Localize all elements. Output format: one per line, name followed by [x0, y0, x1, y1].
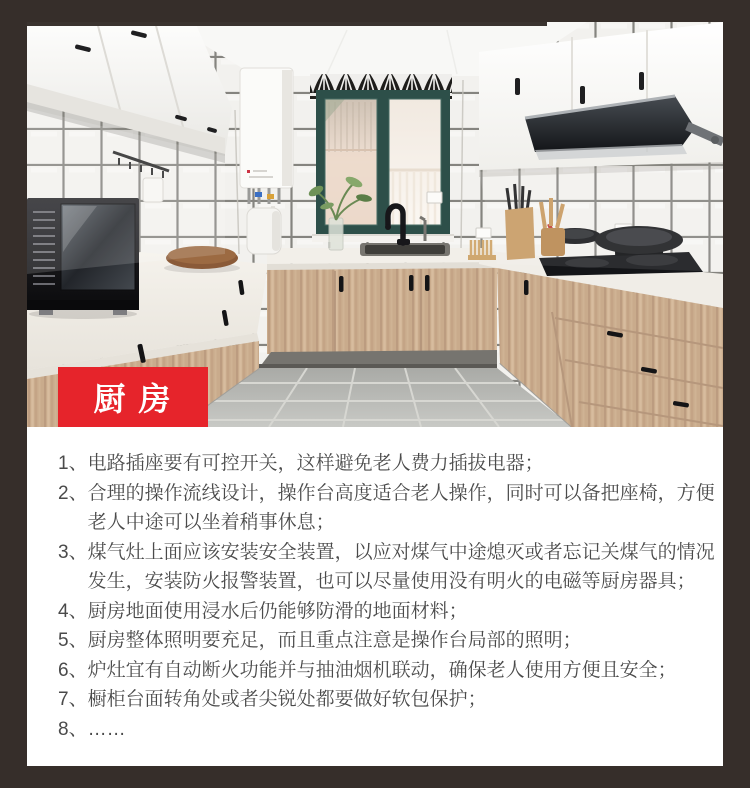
tip-text: 厨房整体照明要充足，而且重点注意是操作台局部的照明； — [87, 630, 582, 651]
tip-marker: 1、 — [58, 453, 88, 474]
tip-item — [58, 656, 716, 686]
tip-text: 煤气灶上面应该安装安全装置，以应对煤气中途熄灭或者忘记关煤气的情况发生，安装防火报警装置，也可以尽量使用没有明火的电磁等厨房器具； — [87, 541, 715, 592]
kitchen-label-text: 厨 房 — [93, 381, 173, 417]
tip-marker: 6、 — [58, 659, 88, 681]
tip-item — [58, 479, 716, 538]
tip-text: 橱柜台面转角处或者尖锐处都要做好软包保护； — [87, 689, 487, 710]
tips-list — [27, 427, 723, 744]
tip-item — [58, 449, 716, 479]
tip-item — [58, 715, 716, 745]
cup-rack — [468, 240, 496, 260]
tip-text: 厨房地面使用浸水后仍能够防滑的地面材料； — [87, 600, 468, 622]
content-card — [27, 22, 723, 766]
tip-marker: 7、 — [58, 689, 88, 710]
tip-marker: 8、 — [58, 718, 88, 740]
tip-marker: 2、 — [58, 482, 88, 504]
tip-text: 炉灶宜有自动断火功能并与抽油烟机联动，确保老人使用方便且安全； — [87, 659, 677, 681]
tip-text: …… — [87, 718, 126, 740]
tip-item — [58, 538, 716, 597]
tip-marker: 4、 — [58, 600, 88, 622]
tip-item — [58, 626, 716, 656]
ceiling-edge — [27, 22, 547, 26]
tip-item — [58, 685, 716, 715]
tip-text: 合理的操作流线设计，操作台高度适合老人操作，同时可以备把座椅，方便老人中途可以坐着稍事休息； — [87, 482, 715, 533]
tip-text: 电路插座要有可控开关，这样避免老人费力插拔电器； — [87, 453, 544, 474]
tip-item — [58, 597, 716, 627]
water-purifier — [247, 208, 281, 254]
kitchen-label — [58, 367, 208, 427]
tip-marker: 3、 — [58, 541, 88, 563]
tip-marker: 5、 — [58, 630, 88, 651]
